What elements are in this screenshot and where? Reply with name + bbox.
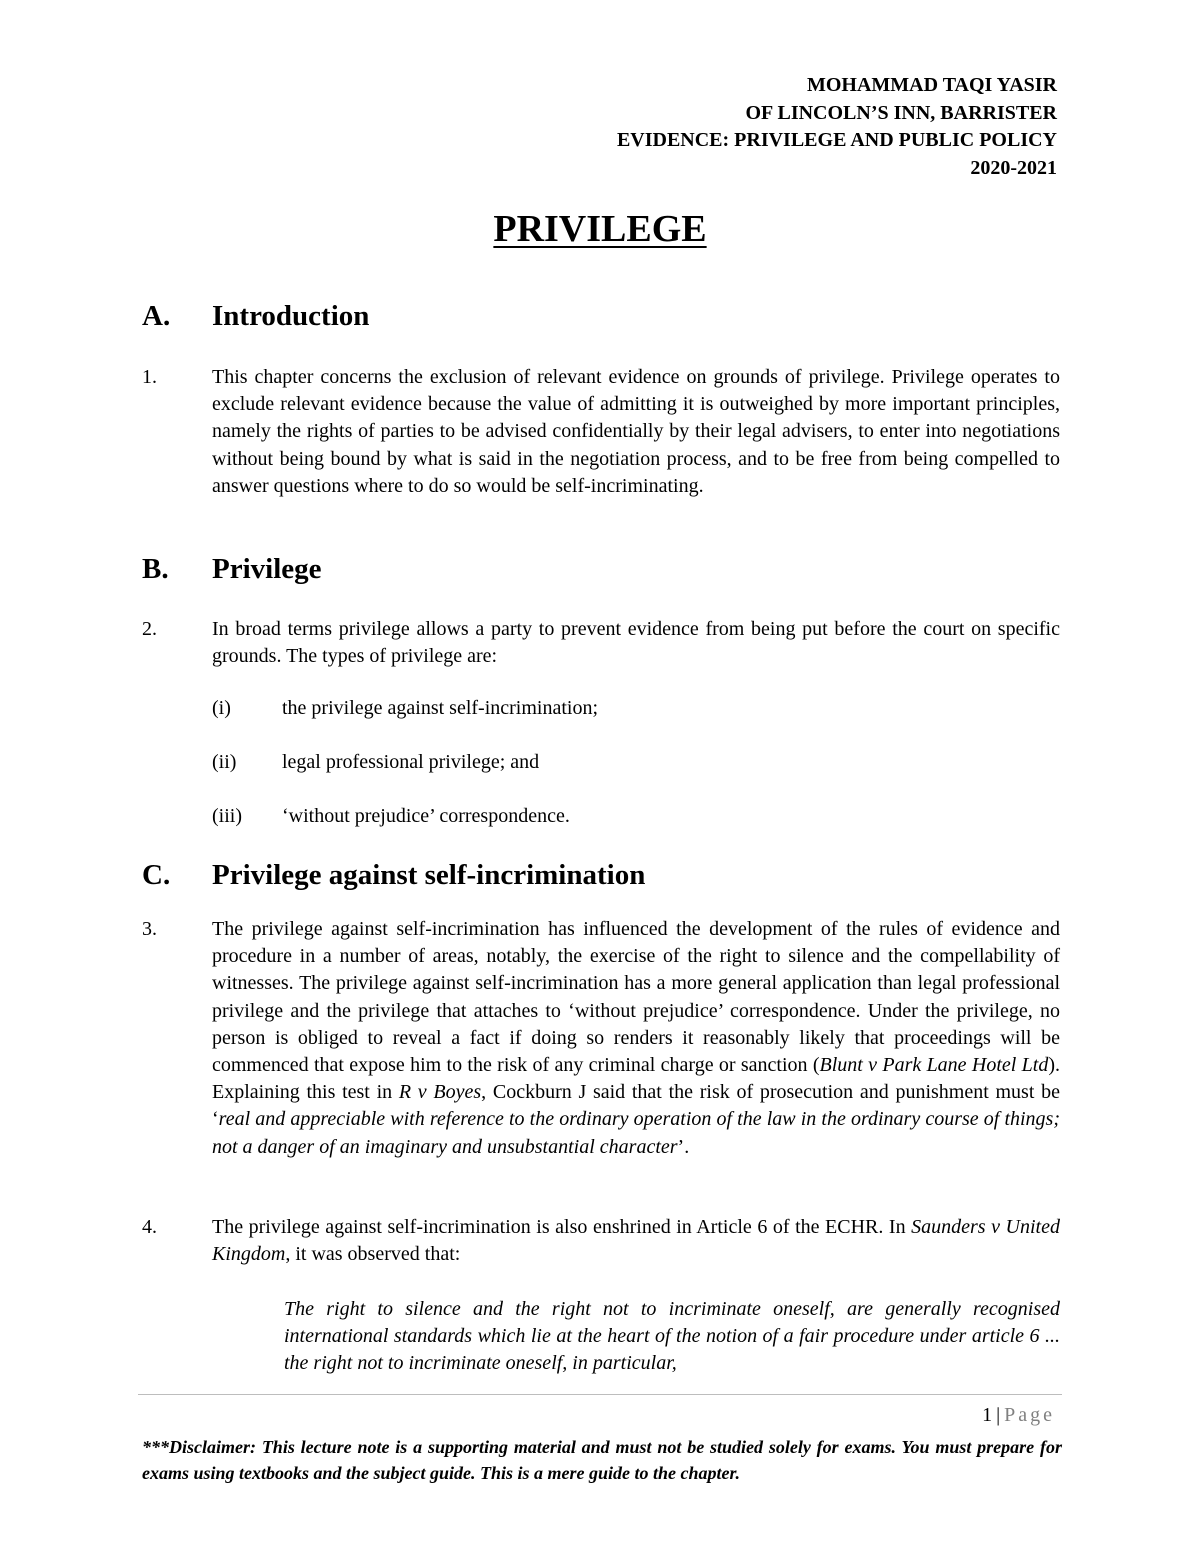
page-label: Page xyxy=(1004,1404,1055,1426)
paragraph-text: In broad terms privilege allows a party to prevent evidence from being put before the court on specific grounds. The types of privilege are: xyxy=(212,618,1060,668)
document-header xyxy=(617,72,1057,182)
list-item-text: ‘without prejudice’ correspondence. xyxy=(282,805,570,827)
paragraph-text xyxy=(212,1214,1060,1268)
paragraph-text-part: ’. xyxy=(677,1135,690,1158)
case-citation: Blunt v Park Lane Hotel Ltd xyxy=(819,1054,1049,1077)
paragraph-text-part: ). Explaining this test in xyxy=(212,1054,1060,1104)
list-item-text: the privilege against self-incrimination; xyxy=(282,697,599,719)
page-title: PRIVILEGE xyxy=(493,208,707,250)
author-affiliation: OF LINCOLN’S INN, BARRISTER xyxy=(745,101,1057,124)
list-item-marker: (i) xyxy=(212,697,231,719)
paragraph-2 xyxy=(142,616,1060,670)
paragraph-3 xyxy=(142,916,1060,1161)
paragraph-text-part: , it was observed that: xyxy=(285,1243,461,1266)
disclaimer xyxy=(142,1434,1062,1486)
paragraph-text xyxy=(212,916,1060,1161)
section-letter: A. xyxy=(142,300,171,332)
course-title: EVIDENCE: PRIVILEGE AND PUBLIC POLICY xyxy=(616,129,1057,151)
paragraph-1 xyxy=(142,364,1060,500)
list-item-marker: (ii) xyxy=(212,751,237,773)
section-title: Privilege xyxy=(212,553,322,585)
page-separator: | xyxy=(996,1404,1001,1426)
block-quote: The right to silence and the right not to incriminate oneself, are generally recognised international standards which lie at the heart of the notion of a fair procedure under article 6 ... the right not to incriminate oneself, in particular, xyxy=(284,1298,1060,1375)
list-item-text: legal professional privilege; and xyxy=(282,751,540,773)
section-letter: B. xyxy=(142,553,169,585)
case-citation: R v Boyes xyxy=(398,1081,482,1104)
paragraph-number: 3. xyxy=(142,918,157,940)
inline-quote: real and appreciable with reference to the ordinary operation of the law in the ordinary course of things; not a danger of an imaginary and unsubstantial character xyxy=(212,1108,1060,1158)
disclaimer-text: ***Disclaimer: This lecture note is a supporting material and must not be studied solely for exams. You must prepare for exams using textbooks and the subject guide. This is a mere guide to the chapter. xyxy=(142,1437,1062,1483)
paragraph-text-part: The privilege against self-incrimination is also enshrined in Article 6 of the ECHR. In xyxy=(212,1216,912,1238)
list-item-marker: (iii) xyxy=(212,805,242,827)
academic-year: 2020-2021 xyxy=(970,156,1057,179)
case-citation: Saunders v United Kingdom xyxy=(212,1216,1060,1266)
section-letter: C. xyxy=(142,859,171,891)
paragraph-4 xyxy=(142,1214,1060,1268)
paragraph-number: 4. xyxy=(142,1216,157,1238)
author-name: MOHAMMAD TAQI YASIR xyxy=(806,74,1057,96)
footer-divider xyxy=(138,1394,1062,1395)
paragraph-text: This chapter concerns the exclusion of relevant evidence on grounds of privilege. Privilege operates to exclude relevant evidence because the value of admitting it is outweighed by more important principles, namely the rights of parties to be advised confidentially by their legal advisers, to enter into negotiations without being bound by what is said in the negotiation process, and to be free from being compelled to answer questions where to do so would be self-incriminating. xyxy=(212,366,1060,497)
page-number-indicator xyxy=(982,1404,1055,1427)
paragraph-text-part: , Cockburn J said that the risk of prosecution and punishment must be ‘ xyxy=(212,1081,1060,1131)
section-title: Introduction xyxy=(212,300,370,332)
paragraph-number: 1. xyxy=(142,366,157,388)
paragraph-text-part: The privilege against self-incrimination has influenced the development of the rules of evidence and procedure in a number of areas, notably, the exercise of the right to silence and the compellability of witnesses. The privilege against self-incrimination has a more general application than legal professional privilege and the privilege that attaches to ‘without prejudice’ correspondence. Under the privilege, no person is obliged to reveal a fact if doing so renders it reasonably likely that proceedings will be commenced that expose him to the risk of any criminal charge or sanction ( xyxy=(212,918,1060,1077)
section-title: Privilege against self-incrimination xyxy=(212,859,646,891)
page-number: 1 xyxy=(982,1404,993,1426)
paragraph-number: 2. xyxy=(142,618,157,640)
